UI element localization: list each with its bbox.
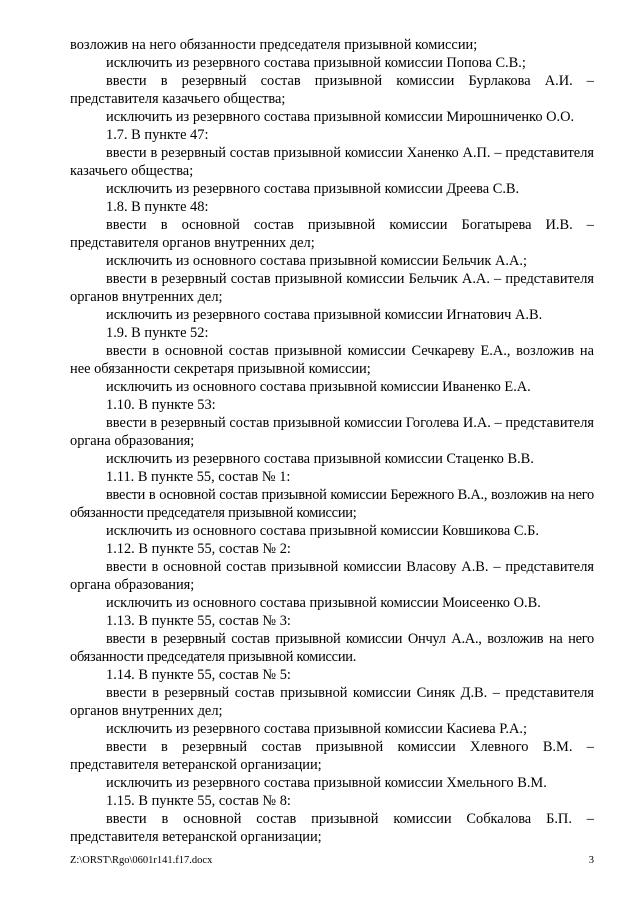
- paragraph: исключить из резервного состава призывной комиссии Касиева Р.А.;: [106, 721, 528, 737]
- paragraph: исключить из резервного состава призывной комиссии Мирошниченко О.О.: [106, 109, 575, 125]
- section-heading: 1.8. В пункте 48:: [106, 199, 209, 215]
- paragraph: исключить из основного состава призывной комиссии Иваненко Е.А.: [106, 379, 531, 395]
- paragraph: исключить из резервного состава призывной комиссии Игнатович А.В.: [106, 307, 543, 323]
- paragraph: ввести в резервный состав призывной комиссии Синяк Д.В. – представителя органов внутренних дел;: [70, 685, 594, 719]
- footer-file-path: Z:\ORST\Rgo\0601r141.f17.docx: [70, 855, 213, 866]
- paragraph: ввести в резервный состав призывной комиссии Ханенко А.П. – представителя казачьего общества;: [70, 145, 594, 179]
- section-heading: 1.7. В пункте 47:: [106, 127, 209, 143]
- paragraph: исключить из основного состава призывной комиссии Бельчик А.А.;: [106, 253, 527, 269]
- paragraph: ввести в основной состав призывной комиссии Власову А.В. – представителя органа образования;: [70, 559, 594, 593]
- paragraph: ввести в резервный состав призывной комиссии Бельчик А.А. – представителя органов внутренних дел;: [70, 271, 594, 305]
- section-heading: 1.15. В пункте 55, состав № 8:: [106, 793, 291, 809]
- paragraph: ввести в основной состав призывной комиссии Богатырева И.В. – представителя органов внутренних дел;: [70, 217, 594, 251]
- paragraph: ввести в основной состав призывной комиссии Бережного В.А., возложив на него обязанности председателя призывной комиссии;: [70, 487, 594, 521]
- paragraph: ввести в резервный состав призывной комиссии Хлевного В.М. – представителя ветеранской организации;: [70, 739, 594, 773]
- section-heading: 1.11. В пункте 55, состав № 1:: [106, 469, 291, 485]
- section-heading: 1.14. В пункте 55, состав № 5:: [106, 667, 291, 683]
- section-heading: 1.13. В пункте 55, состав № 3:: [106, 613, 291, 629]
- paragraph: ввести в резервный состав призывной комиссии Ончул А.А., возложив на него обязанности председателя призывной комиссии.: [70, 631, 594, 665]
- paragraph: исключить из резервного состава призывной комиссии Стаценко В.В.: [106, 451, 534, 467]
- section-heading: 1.12. В пункте 55, состав № 2:: [106, 541, 291, 557]
- paragraph: исключить из основного состава призывной комиссии Ковшикова С.Б.: [106, 523, 539, 539]
- paragraph: исключить из основного состава призывной комиссии Моисеенко О.В.: [106, 595, 541, 611]
- section-heading: 1.9. В пункте 52:: [106, 325, 209, 341]
- paragraph: исключить из резервного состава призывной комиссии Хмельного В.М.: [106, 775, 547, 791]
- paragraph: исключить из резервного состава призывной комиссии Дреева С.В.: [106, 181, 520, 197]
- document-body: [70, 36, 594, 846]
- paragraph: ввести в резервный состав призывной комиссии Бурлакова А.И. – представителя казачьего общества;: [70, 73, 594, 107]
- paragraph: ввести в основной состав призывной комиссии Собкалова Б.П. – представителя ветеранской организации;: [70, 811, 594, 845]
- page-number: 3: [588, 855, 594, 866]
- section-heading: 1.10. В пункте 53:: [106, 397, 216, 413]
- paragraph: ввести в основной состав призывной комиссии Сечкареву Е.А., возложив на нее обязанности секретаря призывной комиссии;: [70, 343, 594, 377]
- page-footer: [70, 854, 594, 867]
- paragraph: ввести в резервный состав призывной комиссии Гоголева И.А. – представителя органа образования;: [70, 415, 594, 449]
- paragraph: возложив на него обязанности председателя призывной комиссии;: [70, 37, 478, 53]
- paragraph: исключить из резервного состава призывной комиссии Попова С.В.;: [106, 55, 526, 71]
